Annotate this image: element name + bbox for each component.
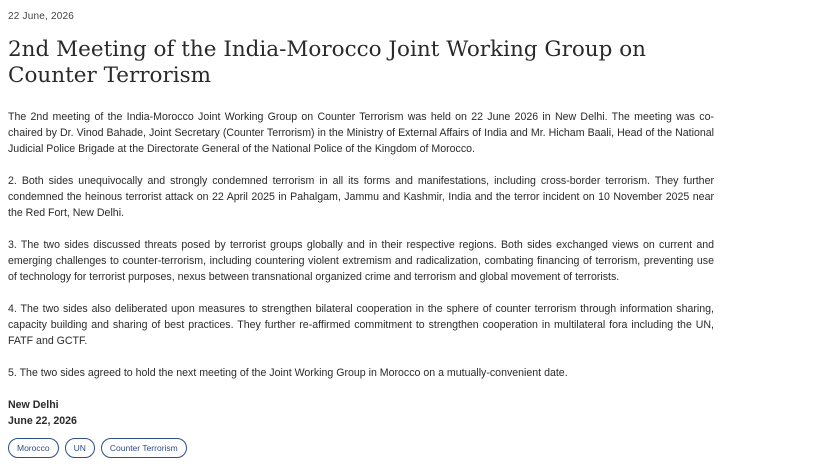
tag-un[interactable]: UN <box>65 438 95 458</box>
tag-list <box>8 438 187 458</box>
paragraph-3: 3. The two sides discussed threats posed by terrorist groups globally and in their respective regions. Both sides exchanged views on current and emerging challenges to counter-terrorism, including countering violent extremism and radicalization, combating financing of terrorism, preventing use of technology for terrorist purposes, nexus between transnational organized crime and terrorism and global movement of terrorists. <box>8 239 714 283</box>
signoff-date: June 22, 2026 <box>8 415 77 427</box>
paragraph-2: 2. Both sides unequivocally and strongly condemned terrorism in all its forms and manifestations, including cross-border terrorism. They further condemned the heinous terrorist attack on 22 April 2025 in Pahalgam, Jammu and Kashmir, India and the terror incident on 10 November 2025 near the Red Fort, New Delhi. <box>8 175 714 219</box>
article-body <box>8 109 714 397</box>
tag-counter-terrorism[interactable]: Counter Terrorism <box>101 438 187 458</box>
paragraph-1: The 2nd meeting of the India-Morocco Joint Working Group on Counter Terrorism was held on 22 June 2026 in New Delhi. The meeting was co-chaired by Dr. Vinod Bahade, Joint Secretary (Counter Terrorism) in the Ministry of External Affairs of India and Mr. Hicham Baali, Head of the National Judicial Police Brigade at the Directorate General of the National Police of the Kingdom of Morocco. <box>8 111 714 155</box>
paragraph-5: 5. The two sides agreed to hold the next meeting of the Joint Working Group in Morocco on a mutually-convenient date. <box>8 367 568 379</box>
publish-date: 22 June, 2026 <box>8 11 74 22</box>
page-title: 2nd Meeting of the India-Morocco Joint Working Group on Counter Terrorism <box>8 37 647 88</box>
tag-morocco[interactable]: Morocco <box>8 438 59 458</box>
paragraph-4: 4. The two sides also deliberated upon measures to strengthen bilateral cooperation in the sphere of counter terrorism through information sharing, capacity building and sharing of best practices. They further re-affirmed commitment to strengthen cooperation in multilateral fora including the UN, FATF and GCTF. <box>8 303 714 347</box>
signoff-place: New Delhi <box>8 399 59 411</box>
